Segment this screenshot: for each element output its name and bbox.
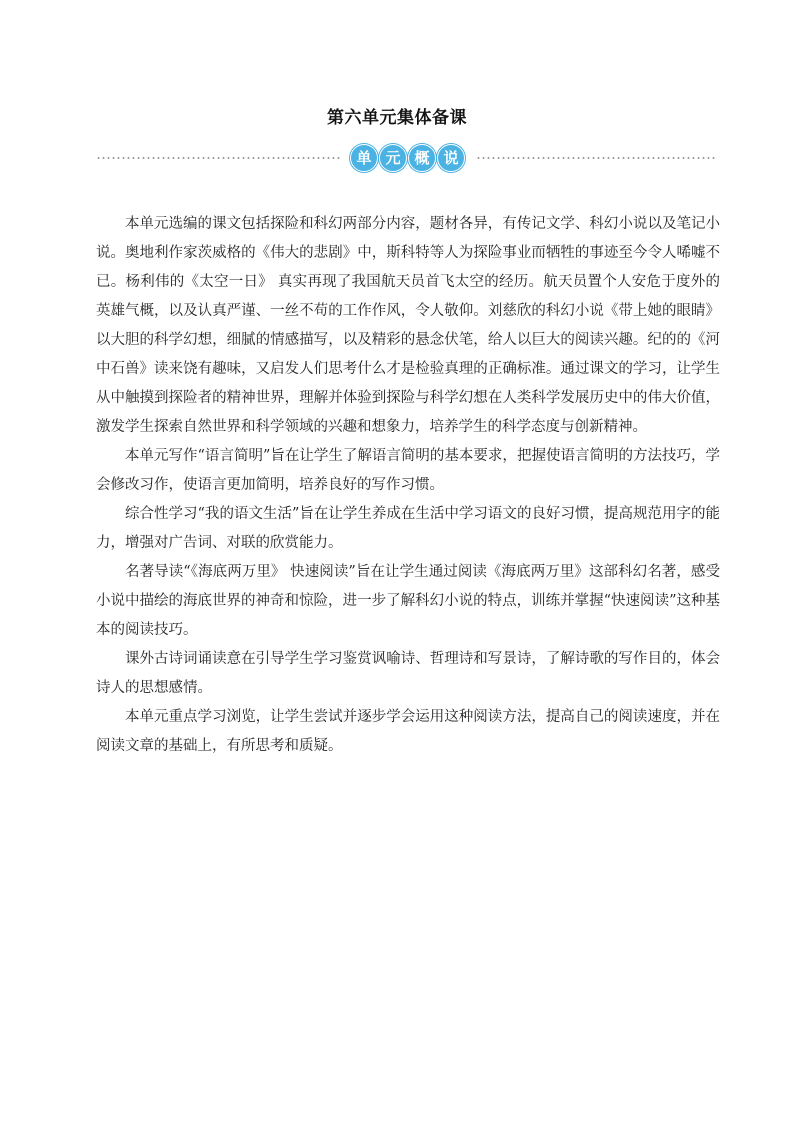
section-heading-char: 概 <box>408 144 436 172</box>
page-title: 第六单元集体备课 <box>327 108 467 128</box>
paragraph-comprehensive-study: 综合性学习“我的语文生活”旨在让学生养成在生活中学习语文的良好习惯，提高规范用字的能力，增强对广告词、对联的欣赏能力。 <box>96 506 720 551</box>
paragraph-ancient-poetry: 课外古诗词诵读意在引导学生学习鉴赏讽喻诗、哲理诗和写景诗，了解诗歌的写作目的，体会诗人的思想感情。 <box>96 651 720 696</box>
dotted-divider-left <box>96 157 340 159</box>
section-heading-char: 元 <box>379 144 407 172</box>
paragraph-classic-reading: 名著导读“《海底两万里》 快速阅读”旨在让学生通过阅读《海底两万里》这部科幻名著，感受小说中描绘的海底世界的神奇和惊险，进一步了解科幻小说的特点，训练并掌握“快速阅读”这种基本的阅读技巧。 <box>96 564 720 638</box>
section-heading-char: 单 <box>350 144 378 172</box>
paragraph-overview: 本单元选编的课文包括探险和科幻两部分内容，题材各异，有传记文学、科幻小说以及笔记小说。奥地利作家茨威格的《伟大的悲剧》中，斯科特等人为探险事业而牺牲的事迹至今令人唏嘘不已。杨利伟的《太空一日》 真实再现了我国航天员首飞太空的经历。航天员置个人安危于度外的英雄气概，以及认真严谨、一丝不苟的工作作风，令人敬仰。刘慈欣的科幻小说《带上她的眼睛》以大胆的科学幻想，细腻的情感描写，以及精彩的悬念伏笔，给人以巨大的阅读兴趣。纪的的《河中石兽》读来饶有趣味，又启发人们思考什么才是检验真理的正确标准。通过课文的学习，让学生从中触摸到探险者的精神世界，理解并体验到探险与科学幻想在人类科学发展历史中的伟大价值，激发学生探索自然世界和科学领域的兴趣和想象力，培养学生的科学态度与创新精神。 <box>96 216 720 435</box>
document-body <box>96 210 720 761</box>
section-banner <box>96 144 716 174</box>
dotted-divider-right <box>476 157 716 159</box>
paragraph-key-learning: 本单元重点学习浏览，让学生尝试并逐步学会运用这种阅读方法，提高自己的阅读速度，并在阅读文章的基础上，有所思考和质疑。 <box>96 709 720 754</box>
section-heading-char: 说 <box>437 144 465 172</box>
paragraph-writing: 本单元写作“语言简明”旨在让学生了解语言简明的基本要求，把握使语言简明的方法技巧，学会修改习作，使语言更加简明，培养良好的写作习惯。 <box>96 448 720 493</box>
section-heading <box>350 144 465 172</box>
